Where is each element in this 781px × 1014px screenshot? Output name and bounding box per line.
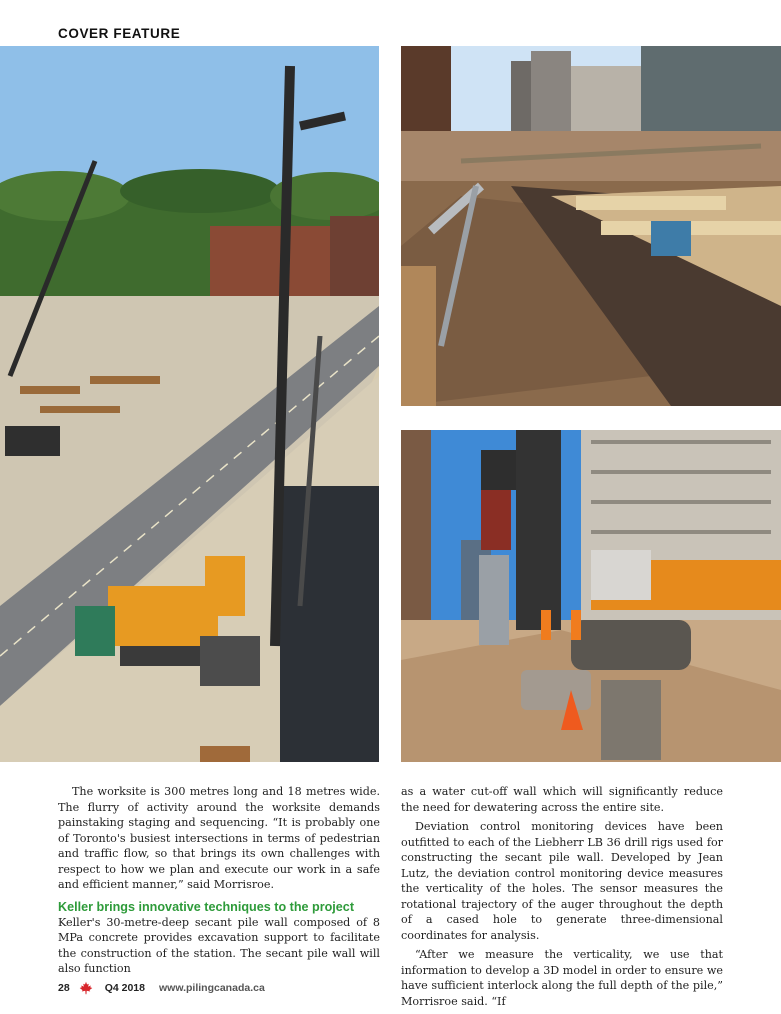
section-label: COVER FEATURE (58, 26, 181, 41)
page-number: 28 (58, 982, 70, 994)
paragraph: as a water cut-off wall which will significantly reduce the need for dewatering across the entire site. (401, 785, 723, 814)
paragraph: The worksite is 300 metres long and 18 metres wide. The flurry of activity around the worksite demands painstaking staging and sequencing. “It is probably one of Toronto's busiest intersections in terms of pedestrian and traffic flow, so that brings its own challenges with respect to how we plan and execute our work in a safe and efficient manner,” said Morrisroe. (58, 785, 380, 891)
photo-trench-excavation (401, 46, 781, 406)
paragraph: Deviation control monitoring devices have been outfitted to each of the Liebherr LB 36 drill rigs used for constructing the secant pile wall. Developed by Jean Lutz, the deviation control monitoring device measures the verticality of the holes. The sensor measures the rotational trajectory of the auger throughout the depth of a cased hole to generate three-dimensional coordinates for analysis. (401, 820, 723, 942)
issue-label: Q4 2018 (104, 982, 145, 994)
subheading: Keller brings innovative techniques to the project (58, 899, 355, 914)
photo-drill-rig-overview (0, 46, 379, 762)
paragraph: “After we measure the verticality, we use that information to develop a 3D model in order to ensure we have sufficient interlock along the full depth of the pile,” Morrisroe said. “If (401, 948, 723, 1008)
maple-leaf-icon (79, 981, 93, 995)
paragraph: Keller's 30-metre-deep secant pile wall composed of 8 MPa concrete provides excavation support to facilitate the construction of the station. The secant pile wall will also function (58, 915, 380, 975)
website-link[interactable]: www.pilingcanada.ca (158, 982, 265, 994)
article-column-right (401, 784, 723, 1013)
article-column-left (58, 784, 380, 981)
page-footer (58, 981, 265, 995)
photo-liebherr-rig (401, 430, 781, 762)
